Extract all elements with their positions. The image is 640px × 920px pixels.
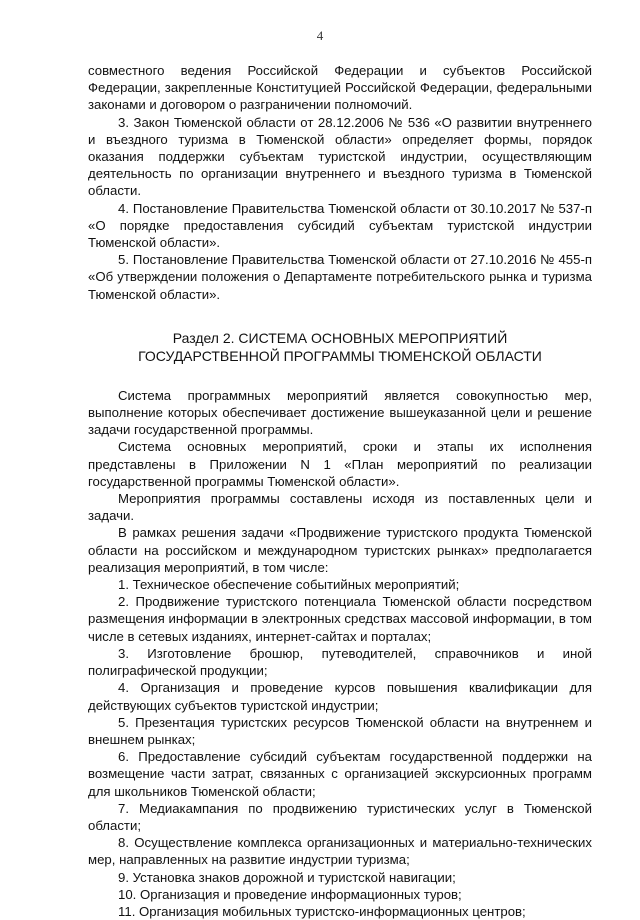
paragraph-law-item-4: 4. Постановление Правительства Тюменской области от 30.10.2017 № 537-п «О порядке предоставления субсидий субъектам туристской индустрии Тюменской области». (88, 200, 592, 251)
paragraph-measures-basis: Мероприятия программы составлены исходя из поставленных цели и задачи. (88, 491, 592, 524)
list-item-8: 8. Осуществление комплекса организационных и материально-технических мер, направленных на развитие индустрии туризма; (88, 835, 592, 868)
section-heading-line-2: ГОСУДАРСТВЕННОЙ ПРОГРАММЫ ТЮМЕНСКОЙ ОБЛАСТИ (138, 347, 542, 364)
page-number: 4 (316, 28, 324, 43)
list-item-5: 5. Презентация туристских ресурсов Тюменской области на внутреннем и внешнем рынках; (88, 714, 592, 747)
list-item-11: 11. Организация мобильных туристско-информационных центров; (118, 903, 526, 919)
paragraph-system-intro: Система программных мероприятий является совокупностью мер, выполнение которых обеспечивает достижение вышеуказанной цели и решение задачи государственной программы. (88, 387, 592, 438)
list-item-1: 1. Техническое обеспечение событийных мероприятий; (118, 577, 460, 593)
list-item-9: 9. Установка знаков дорожной и туристской навигации; (118, 869, 456, 885)
list-item-6: 6. Предоставление субсидий субъектам государственной поддержки на возмещение части затрат, связанных с организацией экскурсионных программ для школьников Тюменской области; (88, 749, 592, 799)
paragraph-continuation: совместного ведения Российской Федерации и субъектов Российской Федерации, закрепленные Конституцией Российской Федерации, федеральными законами и договором о разграничении полномочий. (88, 63, 592, 113)
section-heading (88, 329, 592, 365)
list-item-2: 2. Продвижение туристского потенциала Тюменской области посредством размещения информации в электронных средствах массовой информации, в том числе в сетевых изданиях, интернет-сайтах и порталах; (88, 594, 592, 644)
paragraph-law-item-5: 5. Постановление Правительства Тюменской области от 27.10.2016 № 455-п «Об утверждении положения о Департаменте потребительского рынка и туризма Тюменской области». (88, 252, 592, 302)
list-item-4: 4. Организация и проведение курсов повышения квалификации для действующих субъектов туристской индустрии; (88, 680, 592, 713)
list-item-10: 10. Организация и проведение информационных туров; (118, 886, 462, 902)
paragraph-appendix-reference: Система основных мероприятий, сроки и этапы их исполнения представлены в Приложении N 1 «План мероприятий по реализации государственной программы Тюменской области». (88, 439, 592, 489)
list-item-3: 3. Изготовление брошюр, путеводителей, справочников и иной полиграфической продукции; (88, 645, 592, 679)
paragraph-task-framework: В рамках решения задачи «Продвижение туристского продукта Тюменской области на российском и международном туристских рынках» предполагается реализация мероприятий, в том числе: (88, 525, 592, 575)
paragraph-law-item-3: 3. Закон Тюменской области от 28.12.2006 № 536 «О развитии внутреннего и въездного туризма в Тюменской области» определяет формы, порядок оказания поддержки субъектам туристской индустрии, осуществляющим деятельность по организации внутреннего и въездного туризма в Тюменской области. (88, 114, 592, 199)
document-body (88, 62, 592, 920)
list-item-7: 7. Медиакампания по продвижению туристических услуг в Тюменской области; (88, 800, 592, 833)
section-heading-line-1: Раздел 2. СИСТЕМА ОСНОВНЫХ МЕРОПРИЯТИЙ (172, 329, 508, 346)
